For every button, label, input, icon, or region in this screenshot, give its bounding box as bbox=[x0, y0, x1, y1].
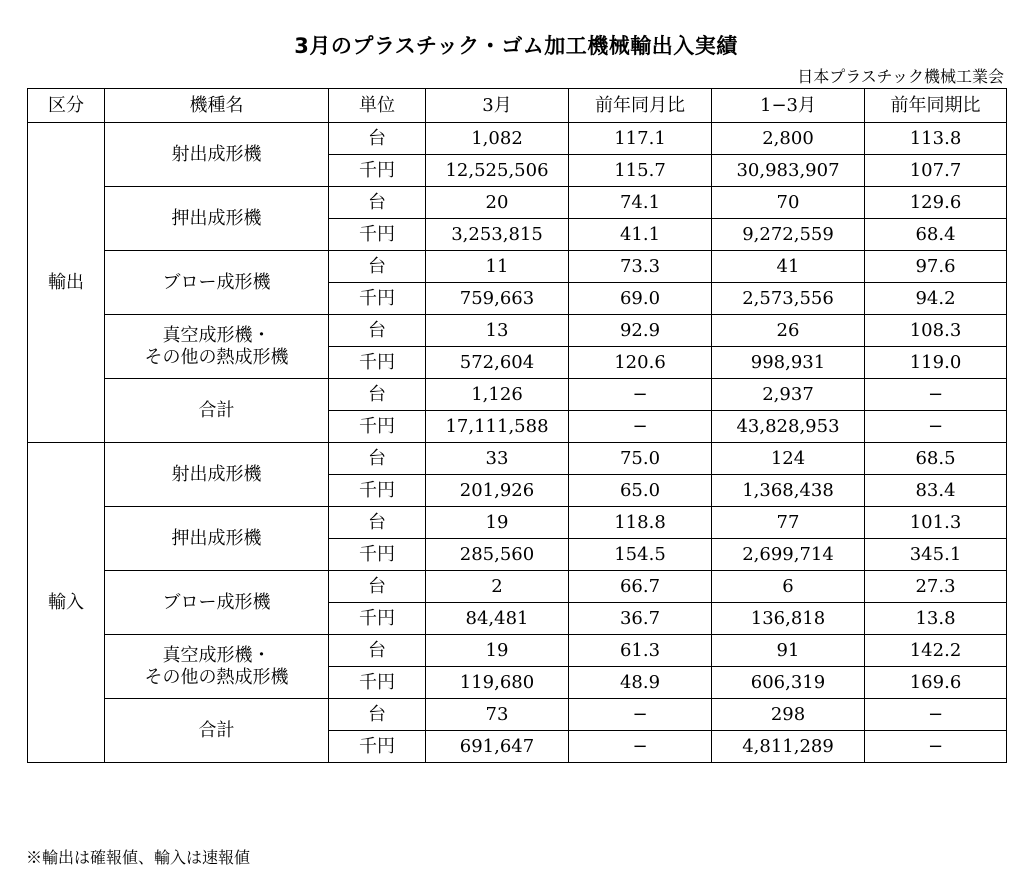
march-yoy-value: 75.0 bbox=[569, 443, 712, 475]
unit-cell: 台 bbox=[329, 443, 426, 475]
unit-cell: 台 bbox=[329, 635, 426, 667]
jan-mar-yoy-value: 107.7 bbox=[865, 155, 1007, 187]
unit-cell: 千円 bbox=[329, 347, 426, 379]
march-yoy-value: 36.7 bbox=[569, 603, 712, 635]
jan-mar-value: 1,368,438 bbox=[712, 475, 865, 507]
march-yoy-value: − bbox=[569, 699, 712, 731]
march-yoy-value: 74.1 bbox=[569, 187, 712, 219]
machine-name: 射出成形機 bbox=[171, 143, 262, 165]
table-body bbox=[28, 123, 1007, 763]
machine-name-cell bbox=[105, 315, 329, 379]
jan-mar-yoy-value: − bbox=[865, 699, 1007, 731]
march-yoy-value: 92.9 bbox=[569, 315, 712, 347]
header-machine: 機種名 bbox=[105, 89, 329, 123]
jan-mar-yoy-value: 345.1 bbox=[865, 539, 1007, 571]
march-yoy-value: 120.6 bbox=[569, 347, 712, 379]
table-row bbox=[28, 315, 1007, 347]
march-value: 33 bbox=[426, 443, 569, 475]
unit-cell: 千円 bbox=[329, 539, 426, 571]
march-value: 73 bbox=[426, 699, 569, 731]
page-title: 3月のプラスチック・ゴム加工機械輸出入実績 bbox=[294, 34, 738, 58]
unit-cell: 千円 bbox=[329, 219, 426, 251]
march-value: 201,926 bbox=[426, 475, 569, 507]
header-unit: 単位 bbox=[329, 89, 426, 123]
jan-mar-yoy-value: 68.4 bbox=[865, 219, 1007, 251]
jan-mar-yoy-value: 68.5 bbox=[865, 443, 1007, 475]
jan-mar-yoy-value: 94.2 bbox=[865, 283, 1007, 315]
march-yoy-value: − bbox=[569, 379, 712, 411]
march-yoy-value: 115.7 bbox=[569, 155, 712, 187]
march-yoy-value: − bbox=[569, 731, 712, 763]
jan-mar-value: 124 bbox=[712, 443, 865, 475]
march-value: 12,525,506 bbox=[426, 155, 569, 187]
jan-mar-yoy-value: 119.0 bbox=[865, 347, 1007, 379]
jan-mar-yoy-value: − bbox=[865, 731, 1007, 763]
machine-name-cell bbox=[105, 571, 329, 635]
machine-name: 合計 bbox=[198, 399, 235, 421]
jan-mar-value: 6 bbox=[712, 571, 865, 603]
march-value: 119,680 bbox=[426, 667, 569, 699]
machine-name: 押出成形機 bbox=[171, 207, 262, 229]
unit-cell: 台 bbox=[329, 251, 426, 283]
march-yoy-value: − bbox=[569, 411, 712, 443]
unit-cell: 千円 bbox=[329, 731, 426, 763]
jan-mar-value: 30,983,907 bbox=[712, 155, 865, 187]
table-row bbox=[28, 443, 1007, 475]
machine-name-cell bbox=[105, 699, 329, 763]
jan-mar-value: 136,818 bbox=[712, 603, 865, 635]
machine-name: 押出成形機 bbox=[171, 527, 262, 549]
jan-mar-value: 998,931 bbox=[712, 347, 865, 379]
unit-cell: 台 bbox=[329, 571, 426, 603]
table-row bbox=[28, 507, 1007, 539]
header-category: 区分 bbox=[28, 89, 105, 123]
jan-mar-yoy-value: − bbox=[865, 411, 1007, 443]
jan-mar-yoy-value: − bbox=[865, 379, 1007, 411]
unit-cell: 台 bbox=[329, 379, 426, 411]
march-yoy-value: 41.1 bbox=[569, 219, 712, 251]
jan-mar-value: 70 bbox=[712, 187, 865, 219]
jan-mar-value: 606,319 bbox=[712, 667, 865, 699]
jan-mar-value: 298 bbox=[712, 699, 865, 731]
unit-cell: 千円 bbox=[329, 475, 426, 507]
jan-mar-yoy-value: 13.8 bbox=[865, 603, 1007, 635]
jan-mar-yoy-value: 83.4 bbox=[865, 475, 1007, 507]
unit-cell: 千円 bbox=[329, 667, 426, 699]
march-value: 13 bbox=[426, 315, 569, 347]
jan-mar-value: 91 bbox=[712, 635, 865, 667]
unit-cell: 千円 bbox=[329, 283, 426, 315]
march-yoy-value: 118.8 bbox=[569, 507, 712, 539]
march-value: 759,663 bbox=[426, 283, 569, 315]
table-row bbox=[28, 571, 1007, 603]
unit-cell: 台 bbox=[329, 187, 426, 219]
machine-name: ブロー成形機 bbox=[162, 591, 271, 613]
unit-cell: 台 bbox=[329, 315, 426, 347]
table-row bbox=[28, 699, 1007, 731]
march-value: 3,253,815 bbox=[426, 219, 569, 251]
machine-name-cell bbox=[105, 443, 329, 507]
footnote: ※輸出は確報値、輸入は速報値 bbox=[26, 848, 251, 867]
march-value: 84,481 bbox=[426, 603, 569, 635]
march-value: 285,560 bbox=[426, 539, 569, 571]
march-value: 2 bbox=[426, 571, 569, 603]
march-yoy-value: 73.3 bbox=[569, 251, 712, 283]
unit-cell: 千円 bbox=[329, 155, 426, 187]
section-label: 輸入 bbox=[28, 443, 105, 763]
unit-cell: 台 bbox=[329, 699, 426, 731]
machine-name: 真空成形機・ bbox=[162, 324, 271, 346]
march-value: 20 bbox=[426, 187, 569, 219]
march-value: 691,647 bbox=[426, 731, 569, 763]
jan-mar-value: 9,272,559 bbox=[712, 219, 865, 251]
jan-mar-yoy-value: 129.6 bbox=[865, 187, 1007, 219]
machine-name-cell bbox=[105, 123, 329, 187]
unit-cell: 台 bbox=[329, 123, 426, 155]
table-row bbox=[28, 187, 1007, 219]
source-label: 日本プラスチック機械工業会 bbox=[797, 67, 1004, 86]
jan-mar-value: 4,811,289 bbox=[712, 731, 865, 763]
march-value: 19 bbox=[426, 635, 569, 667]
march-yoy-value: 48.9 bbox=[569, 667, 712, 699]
march-yoy-value: 66.7 bbox=[569, 571, 712, 603]
unit-cell: 千円 bbox=[329, 411, 426, 443]
machine-name: その他の熱成形機 bbox=[144, 346, 289, 368]
march-value: 1,082 bbox=[426, 123, 569, 155]
jan-mar-value: 41 bbox=[712, 251, 865, 283]
march-yoy-value: 117.1 bbox=[569, 123, 712, 155]
jan-mar-yoy-value: 97.6 bbox=[865, 251, 1007, 283]
machine-name-cell bbox=[105, 187, 329, 251]
unit-cell: 千円 bbox=[329, 603, 426, 635]
jan-mar-value: 26 bbox=[712, 315, 865, 347]
table-row bbox=[28, 635, 1007, 667]
jan-mar-yoy-value: 101.3 bbox=[865, 507, 1007, 539]
header-march-yoy: 前年同月比 bbox=[569, 89, 712, 123]
section-label: 輸出 bbox=[28, 123, 105, 443]
jan-mar-yoy-value: 113.8 bbox=[865, 123, 1007, 155]
march-value: 1,126 bbox=[426, 379, 569, 411]
jan-mar-value: 2,800 bbox=[712, 123, 865, 155]
header-jan-mar-yoy: 前年同期比 bbox=[865, 89, 1007, 123]
jan-mar-value: 2,573,556 bbox=[712, 283, 865, 315]
machine-name-cell bbox=[105, 635, 329, 699]
jan-mar-value: 43,828,953 bbox=[712, 411, 865, 443]
jan-mar-value: 77 bbox=[712, 507, 865, 539]
machine-name: 合計 bbox=[198, 719, 235, 741]
machine-name-cell bbox=[105, 379, 329, 443]
unit-cell: 台 bbox=[329, 507, 426, 539]
jan-mar-yoy-value: 27.3 bbox=[865, 571, 1007, 603]
table-header-row bbox=[28, 89, 1007, 123]
march-yoy-value: 69.0 bbox=[569, 283, 712, 315]
jan-mar-yoy-value: 142.2 bbox=[865, 635, 1007, 667]
jan-mar-yoy-value: 108.3 bbox=[865, 315, 1007, 347]
march-value: 17,111,588 bbox=[426, 411, 569, 443]
march-yoy-value: 154.5 bbox=[569, 539, 712, 571]
machine-name: ブロー成形機 bbox=[162, 271, 271, 293]
march-value: 11 bbox=[426, 251, 569, 283]
march-value: 19 bbox=[426, 507, 569, 539]
machine-name: 射出成形機 bbox=[171, 463, 262, 485]
machine-name-cell bbox=[105, 251, 329, 315]
table-row bbox=[28, 251, 1007, 283]
jan-mar-yoy-value: 169.6 bbox=[865, 667, 1007, 699]
machine-name-cell bbox=[105, 507, 329, 571]
march-yoy-value: 61.3 bbox=[569, 635, 712, 667]
jan-mar-value: 2,937 bbox=[712, 379, 865, 411]
machine-name: 真空成形機・ bbox=[162, 644, 271, 666]
header-jan-mar: 1−3月 bbox=[712, 89, 865, 123]
machine-name: その他の熱成形機 bbox=[144, 666, 289, 688]
trade-table bbox=[27, 88, 1007, 763]
jan-mar-value: 2,699,714 bbox=[712, 539, 865, 571]
header-march: 3月 bbox=[426, 89, 569, 123]
march-yoy-value: 65.0 bbox=[569, 475, 712, 507]
march-value: 572,604 bbox=[426, 347, 569, 379]
table-row bbox=[28, 123, 1007, 155]
table-row bbox=[28, 379, 1007, 411]
